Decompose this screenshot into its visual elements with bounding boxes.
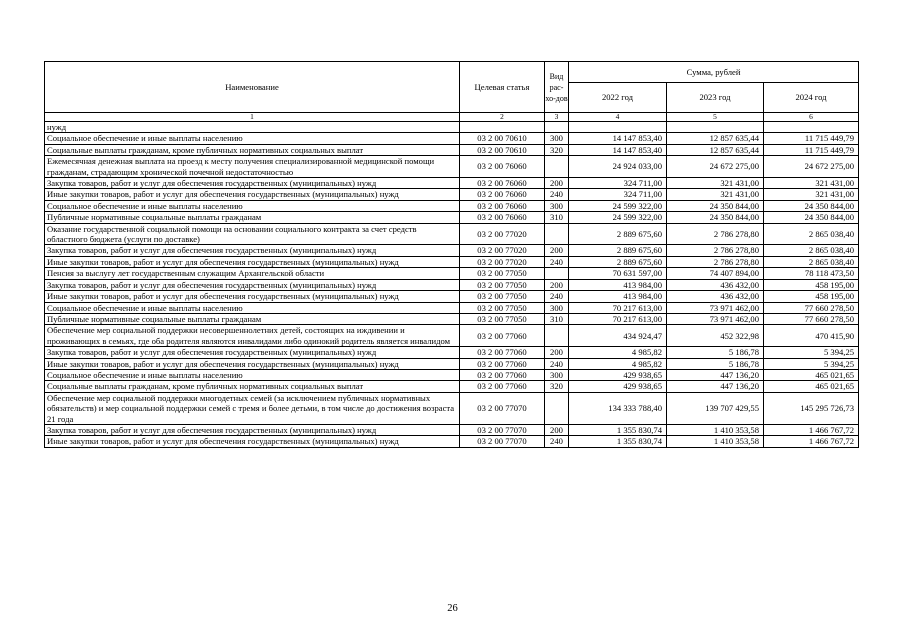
cell-sum-2023: 321 431,00 [667,178,764,189]
cell-sum-2023: 2 786 278,80 [667,245,764,256]
cell-target-article: 03 2 00 77050 [460,302,545,313]
cell-expense-type: 310 [545,313,569,324]
cell-sum-2023: 5 186,78 [667,347,764,358]
cell-sum-2024: 2 865 038,40 [764,256,859,267]
cell-name: Иные закупки товаров, работ и услуг для обеспечения государственных (муниципальных) нужд [45,436,460,447]
cell-name: Закупка товаров, работ и услуг для обеспечения государственных (муниципальных) нужд [45,279,460,290]
cell-expense-type: 320 [545,381,569,392]
header-year-2024: 2024 год [764,83,859,113]
cell-name: Социальное обеспечение и иные выплаты населению [45,302,460,313]
cell-name: Социальные выплаты гражданам, кроме публичных нормативных социальных выплат [45,381,460,392]
cell-name: Социальное обеспечение и иные выплаты населению [45,200,460,211]
cell-sum-2022: 134 333 788,40 [569,392,667,424]
cell-name: Закупка товаров, работ и услуг для обеспечения государственных (муниципальных) нужд [45,347,460,358]
cell-sum-2024: 2 865 038,40 [764,245,859,256]
cell-sum-2024 [764,122,859,133]
cell-sum-2022: 24 924 033,00 [569,156,667,178]
cell-sum-2023 [667,122,764,133]
table-row [45,392,859,424]
cell-sum-2023: 1 410 353,58 [667,424,764,435]
cell-name: нужд [45,122,460,133]
table-row [45,268,859,279]
cell-sum-2022: 70 217 613,00 [569,302,667,313]
cell-sum-2023: 139 707 429,55 [667,392,764,424]
cell-name: Пенсия за выслугу лет государственным служащим Архангельской области [45,268,460,279]
cell-sum-2022: 429 938,65 [569,381,667,392]
cell-name: Социальное обеспечение и иные выплаты населению [45,369,460,380]
cell-sum-2022: 70 631 597,00 [569,268,667,279]
cell-sum-2023: 1 410 353,58 [667,436,764,447]
cell-sum-2023: 12 857 635,44 [667,144,764,155]
cell-sum-2022: 324 711,00 [569,178,667,189]
cell-expense-type: 200 [545,245,569,256]
cell-sum-2022: 413 984,00 [569,279,667,290]
cell-sum-2023: 452 322,98 [667,325,764,347]
cell-sum-2024: 24 350 844,00 [764,212,859,223]
cell-sum-2022: 429 938,65 [569,369,667,380]
cell-sum-2023: 73 971 462,00 [667,313,764,324]
table-row [45,325,859,347]
cell-sum-2024: 470 415,90 [764,325,859,347]
cell-target-article: 03 2 00 77050 [460,313,545,324]
header-expense-type: Вид рас-хо-дов [545,62,569,113]
column-index: 4 [569,113,667,122]
cell-expense-type: 240 [545,436,569,447]
table-body [45,122,859,448]
cell-sum-2022 [569,122,667,133]
cell-target-article: 03 2 00 70610 [460,144,545,155]
cell-name: Ежемесячная денежная выплата на проезд к месту получения специализированной медицинской помощи гражданам, страдающим хронической почечной недостаточностью [45,156,460,178]
cell-target-article: 03 2 00 77070 [460,436,545,447]
cell-target-article: 03 2 00 77050 [460,279,545,290]
column-index: 3 [545,113,569,122]
cell-target-article: 03 2 00 77060 [460,358,545,369]
cell-expense-type [545,268,569,279]
cell-sum-2024: 77 660 278,50 [764,313,859,324]
header-sum: Сумма, рублей [569,62,859,83]
cell-sum-2022: 324 711,00 [569,189,667,200]
cell-sum-2023: 2 786 278,80 [667,223,764,245]
cell-expense-type [545,223,569,245]
cell-name: Обеспечение мер социальной поддержки многодетных семей (за исключением публичных нормативных обязательств) и мер социальной поддержки семей с тремя и более детьми, в том числе до достижения возраста 21 года [45,392,460,424]
cell-expense-type: 300 [545,200,569,211]
cell-target-article: 03 2 00 77070 [460,392,545,424]
cell-expense-type: 200 [545,424,569,435]
cell-name: Закупка товаров, работ и услуг для обеспечения государственных (муниципальных) нужд [45,245,460,256]
cell-sum-2024: 77 660 278,50 [764,302,859,313]
cell-expense-type: 200 [545,279,569,290]
cell-sum-2022: 4 985,82 [569,358,667,369]
cell-expense-type [545,325,569,347]
cell-expense-type: 200 [545,347,569,358]
cell-sum-2024: 5 394,25 [764,347,859,358]
cell-sum-2024: 145 295 726,73 [764,392,859,424]
cell-sum-2023: 24 350 844,00 [667,200,764,211]
cell-target-article: 03 2 00 77060 [460,369,545,380]
cell-target-article: 03 2 00 77070 [460,424,545,435]
cell-name: Публичные нормативные социальные выплаты гражданам [45,313,460,324]
table-row [45,291,859,302]
cell-expense-type [545,122,569,133]
cell-sum-2024: 11 715 449,79 [764,144,859,155]
header-target-article: Целевая статья [460,62,545,113]
cell-name: Иные закупки товаров, работ и услуг для обеспечения государственных (муниципальных) нужд [45,358,460,369]
budget-table [44,61,859,448]
table-row [45,369,859,380]
table-row [45,256,859,267]
table-row [45,347,859,358]
cell-expense-type: 320 [545,144,569,155]
cell-sum-2024: 11 715 449,79 [764,133,859,144]
cell-name: Иные закупки товаров, работ и услуг для обеспечения государственных (муниципальных) нужд [45,256,460,267]
table-row [45,381,859,392]
table-row [45,133,859,144]
cell-expense-type: 200 [545,178,569,189]
table-row [45,436,859,447]
cell-expense-type: 300 [545,302,569,313]
cell-name: Иные закупки товаров, работ и услуг для обеспечения государственных (муниципальных) нужд [45,189,460,200]
cell-sum-2023: 12 857 635,44 [667,133,764,144]
table-row [45,122,859,133]
cell-sum-2023: 447 136,20 [667,369,764,380]
cell-sum-2024: 458 195,00 [764,279,859,290]
column-index-row [45,113,859,122]
cell-expense-type: 240 [545,291,569,302]
cell-expense-type [545,156,569,178]
cell-expense-type: 240 [545,256,569,267]
cell-target-article [460,122,545,133]
cell-sum-2022: 70 217 613,00 [569,313,667,324]
cell-expense-type: 240 [545,358,569,369]
cell-name: Закупка товаров, работ и услуг для обеспечения государственных (муниципальных) нужд [45,178,460,189]
cell-sum-2022: 1 355 830,74 [569,436,667,447]
cell-target-article: 03 2 00 77020 [460,256,545,267]
cell-sum-2022: 14 147 853,40 [569,144,667,155]
cell-sum-2023: 447 136,20 [667,381,764,392]
cell-sum-2023: 73 971 462,00 [667,302,764,313]
cell-target-article: 03 2 00 77020 [460,245,545,256]
column-index: 2 [460,113,545,122]
cell-sum-2022: 434 924,47 [569,325,667,347]
table-row [45,358,859,369]
cell-target-article: 03 2 00 77060 [460,381,545,392]
cell-expense-type: 300 [545,133,569,144]
cell-sum-2022: 24 599 322,00 [569,212,667,223]
table-row [45,178,859,189]
cell-name: Оказание государственной социальной помощи на основании социального контракта за счет средств областного бюджета (услуги по доставке) [45,223,460,245]
cell-target-article: 03 2 00 77060 [460,347,545,358]
cell-name: Иные закупки товаров, работ и услуг для обеспечения государственных (муниципальных) нужд [45,291,460,302]
cell-target-article: 03 2 00 76060 [460,212,545,223]
table-row [45,223,859,245]
cell-target-article: 03 2 00 77050 [460,291,545,302]
cell-sum-2023: 74 407 894,00 [667,268,764,279]
cell-sum-2024: 465 021,65 [764,369,859,380]
table-row [45,212,859,223]
table-row [45,189,859,200]
column-index: 1 [45,113,460,122]
cell-sum-2024: 465 021,65 [764,381,859,392]
cell-target-article: 03 2 00 76060 [460,200,545,211]
cell-sum-2022: 2 889 675,60 [569,223,667,245]
table-row [45,144,859,155]
cell-sum-2024: 321 431,00 [764,178,859,189]
table-row [45,156,859,178]
cell-target-article: 03 2 00 77050 [460,268,545,279]
cell-name: Обеспечение мер социальной поддержки несовершеннолетних детей, состоящих на иждивении и проживающих в семьях, где оба родителя являются инвалидами либо одинокий родитель является инвалидом [45,325,460,347]
cell-sum-2022: 14 147 853,40 [569,133,667,144]
cell-sum-2024: 458 195,00 [764,291,859,302]
cell-sum-2024: 2 865 038,40 [764,223,859,245]
cell-target-article: 03 2 00 76060 [460,178,545,189]
cell-sum-2023: 436 432,00 [667,291,764,302]
table-row [45,424,859,435]
cell-name: Закупка товаров, работ и услуг для обеспечения государственных (муниципальных) нужд [45,424,460,435]
column-index: 5 [667,113,764,122]
header-year-2022: 2022 год [569,83,667,113]
cell-target-article: 03 2 00 77020 [460,223,545,245]
cell-sum-2023: 24 350 844,00 [667,212,764,223]
cell-expense-type [545,392,569,424]
cell-name: Социальные выплаты гражданам, кроме публичных нормативных социальных выплат [45,144,460,155]
cell-target-article: 03 2 00 77060 [460,325,545,347]
cell-name: Социальное обеспечение и иные выплаты населению [45,133,460,144]
cell-sum-2022: 4 985,82 [569,347,667,358]
cell-sum-2024: 321 431,00 [764,189,859,200]
cell-sum-2024: 5 394,25 [764,358,859,369]
cell-target-article: 03 2 00 76060 [460,156,545,178]
cell-sum-2024: 1 466 767,72 [764,436,859,447]
cell-sum-2022: 24 599 322,00 [569,200,667,211]
cell-target-article: 03 2 00 76060 [460,189,545,200]
cell-sum-2024: 78 118 473,50 [764,268,859,279]
cell-sum-2023: 321 431,00 [667,189,764,200]
cell-sum-2024: 24 350 844,00 [764,200,859,211]
table-row [45,313,859,324]
header-year-2023: 2023 год [667,83,764,113]
cell-sum-2022: 413 984,00 [569,291,667,302]
column-index: 6 [764,113,859,122]
table-row [45,200,859,211]
cell-sum-2023: 5 186,78 [667,358,764,369]
header-name: Наименование [45,62,460,113]
table-row [45,302,859,313]
cell-sum-2024: 1 466 767,72 [764,424,859,435]
cell-target-article: 03 2 00 70610 [460,133,545,144]
page-number: 26 [447,603,458,614]
cell-sum-2022: 2 889 675,60 [569,256,667,267]
cell-sum-2022: 2 889 675,60 [569,245,667,256]
table-row [45,245,859,256]
cell-name: Публичные нормативные социальные выплаты гражданам [45,212,460,223]
cell-sum-2023: 24 672 275,00 [667,156,764,178]
table-row [45,279,859,290]
cell-expense-type: 240 [545,189,569,200]
cell-sum-2024: 24 672 275,00 [764,156,859,178]
cell-expense-type: 310 [545,212,569,223]
cell-sum-2023: 436 432,00 [667,279,764,290]
cell-sum-2023: 2 786 278,80 [667,256,764,267]
cell-sum-2022: 1 355 830,74 [569,424,667,435]
cell-expense-type: 300 [545,369,569,380]
